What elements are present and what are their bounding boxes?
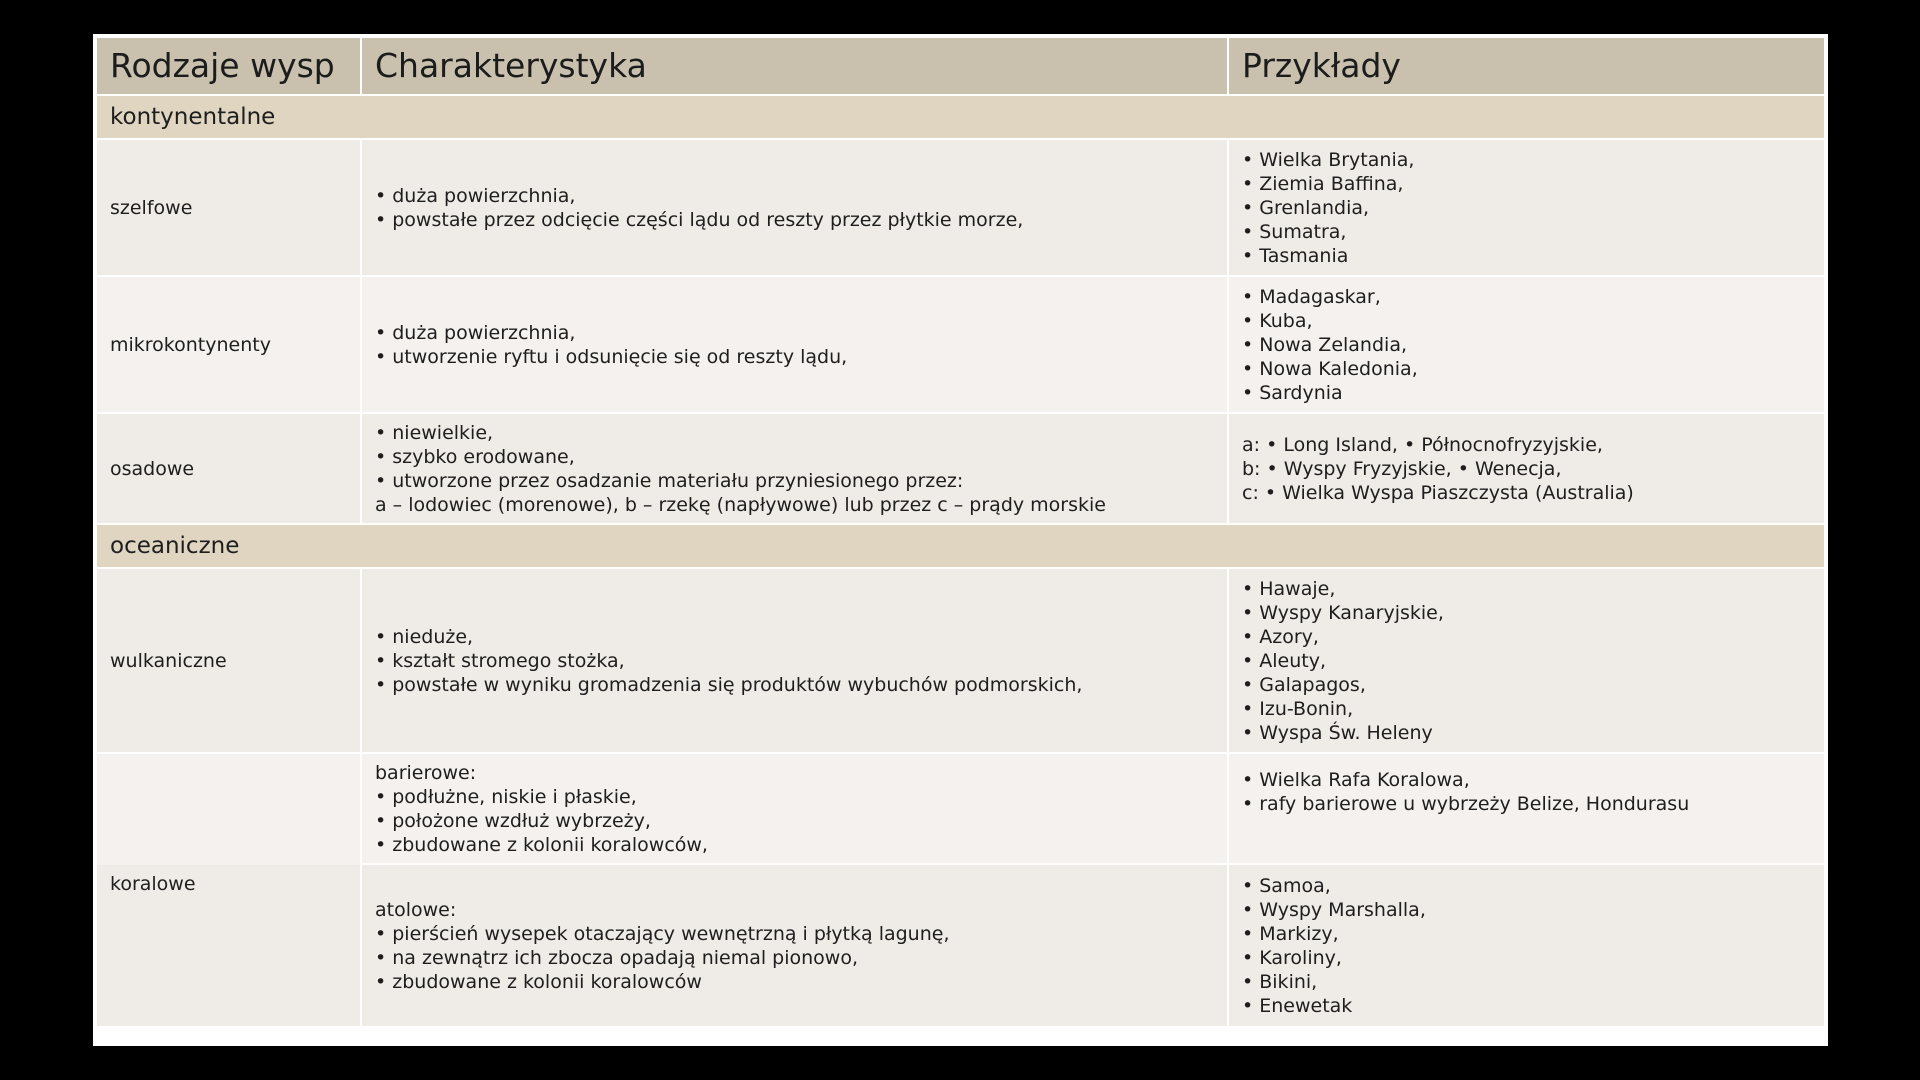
type-koralowe-label: koralowe <box>110 873 196 895</box>
examples-atolowe <box>1229 865 1824 1026</box>
example: • Wyspy Kanaryjskie, <box>1242 601 1444 624</box>
example: • Samoa, <box>1242 874 1331 897</box>
example: • Grenlandia, <box>1242 196 1370 219</box>
line: • pierścień wysepek otaczający wewnętrzną i płytką lagunę, <box>375 922 950 945</box>
line: • utworzone przez osadzanie materiału przyniesionego przez: <box>375 469 964 492</box>
example: • Kuba, <box>1242 309 1313 332</box>
example: • Nowa Kaledonia, <box>1242 357 1418 380</box>
line: • położone wzdłuż wybrzeży, <box>375 809 651 832</box>
line: • utworzenie ryftu i odsunięcie się od reszty lądu, <box>375 345 848 368</box>
examples-szelfowe <box>1229 140 1824 277</box>
example: • Nowa Zelandia, <box>1242 333 1407 356</box>
example: c: • Wielka Wyspa Piaszczysta (Australia) <box>1242 481 1634 504</box>
characteristics-barierowe <box>362 754 1229 865</box>
characteristics-mikrokontynenty <box>362 277 1229 414</box>
line: a – lodowiec (morenowe), b – rzekę (napływowe) lub przez c – prądy morskie <box>375 493 1106 516</box>
example: • Ziemia Baffina, <box>1242 172 1404 195</box>
example: • Wielka Rafa Koralowa, <box>1242 769 1470 791</box>
type-szelfowe: szelfowe <box>97 140 362 277</box>
example: • Aleuty, <box>1242 649 1326 672</box>
line: • szybko erodowane, <box>375 445 575 468</box>
line: • powstałe w wyniku gromadzenia się produktów wybuchów podmorskich, <box>375 673 1083 696</box>
type-koralowe <box>97 754 362 1026</box>
examples-barierowe <box>1229 754 1824 865</box>
example: • Enewetak <box>1242 994 1353 1017</box>
line: • duża powierzchnia, <box>375 184 576 207</box>
example: • Hawaje, <box>1242 577 1336 600</box>
example: • Tasmania <box>1242 244 1349 267</box>
example: b: • Wyspy Fryzyjskie, • Wenecja, <box>1242 457 1562 480</box>
line: atolowe: <box>375 898 457 921</box>
example: • Izu-Bonin, <box>1242 697 1354 720</box>
example: • Wyspy Marshalla, <box>1242 898 1426 921</box>
line: • podłużne, niskie i płaskie, <box>375 785 637 808</box>
line: • duża powierzchnia, <box>375 321 576 344</box>
example: • Sardynia <box>1242 381 1343 404</box>
line: barierowe: <box>375 761 477 784</box>
characteristics-wulkaniczne <box>362 569 1229 754</box>
example: • Azory, <box>1242 625 1319 648</box>
line: • kształt stromego stożka, <box>375 649 625 672</box>
example: • Bikini, <box>1242 970 1318 993</box>
examples-mikrokontynenty <box>1229 277 1824 414</box>
type-osadowe: osadowe <box>97 414 362 525</box>
line: • powstałe przez odcięcie części lądu od reszty przez płytkie morze, <box>375 208 1024 231</box>
slide-frame <box>93 34 1828 1046</box>
type-mikrokontynenty: mikrokontynenty <box>97 277 362 414</box>
example: • Wyspa Św. Heleny <box>1242 721 1433 744</box>
example: • Madagaskar, <box>1242 285 1381 308</box>
examples-wulkaniczne <box>1229 569 1824 754</box>
characteristics-atolowe <box>362 865 1229 1026</box>
example: • Karoliny, <box>1242 946 1342 969</box>
example: a: • Long Island, • Północnofryzyjskie, <box>1242 433 1603 456</box>
example: • Markizy, <box>1242 922 1339 945</box>
header-examples: Przykłady <box>1229 38 1824 96</box>
group-kontynentalne: kontynentalne <box>97 96 1824 140</box>
header-characteristics: Charakterystyka <box>362 38 1229 96</box>
type-wulkaniczne: wulkaniczne <box>97 569 362 754</box>
example: • Galapagos, <box>1242 673 1366 696</box>
line: • zbudowane z kolonii koralowców, <box>375 833 708 856</box>
line: • na zewnątrz ich zbocza opadają niemal pionowo, <box>375 946 859 969</box>
characteristics-szelfowe <box>362 140 1229 277</box>
example: • rafy barierowe u wybrzeży Belize, Hondurasu <box>1242 793 1690 815</box>
group-oceaniczne: oceaniczne <box>97 525 1824 569</box>
line: • zbudowane z kolonii koralowców <box>375 970 702 993</box>
example: • Wielka Brytania, <box>1242 148 1415 171</box>
examples-osadowe <box>1229 414 1824 525</box>
islands-table <box>97 38 1824 1042</box>
header-type: Rodzaje wysp <box>97 38 362 96</box>
line: • nieduże, <box>375 625 474 648</box>
example: • Sumatra, <box>1242 220 1347 243</box>
line: • niewielkie, <box>375 421 494 444</box>
characteristics-osadowe <box>362 414 1229 525</box>
